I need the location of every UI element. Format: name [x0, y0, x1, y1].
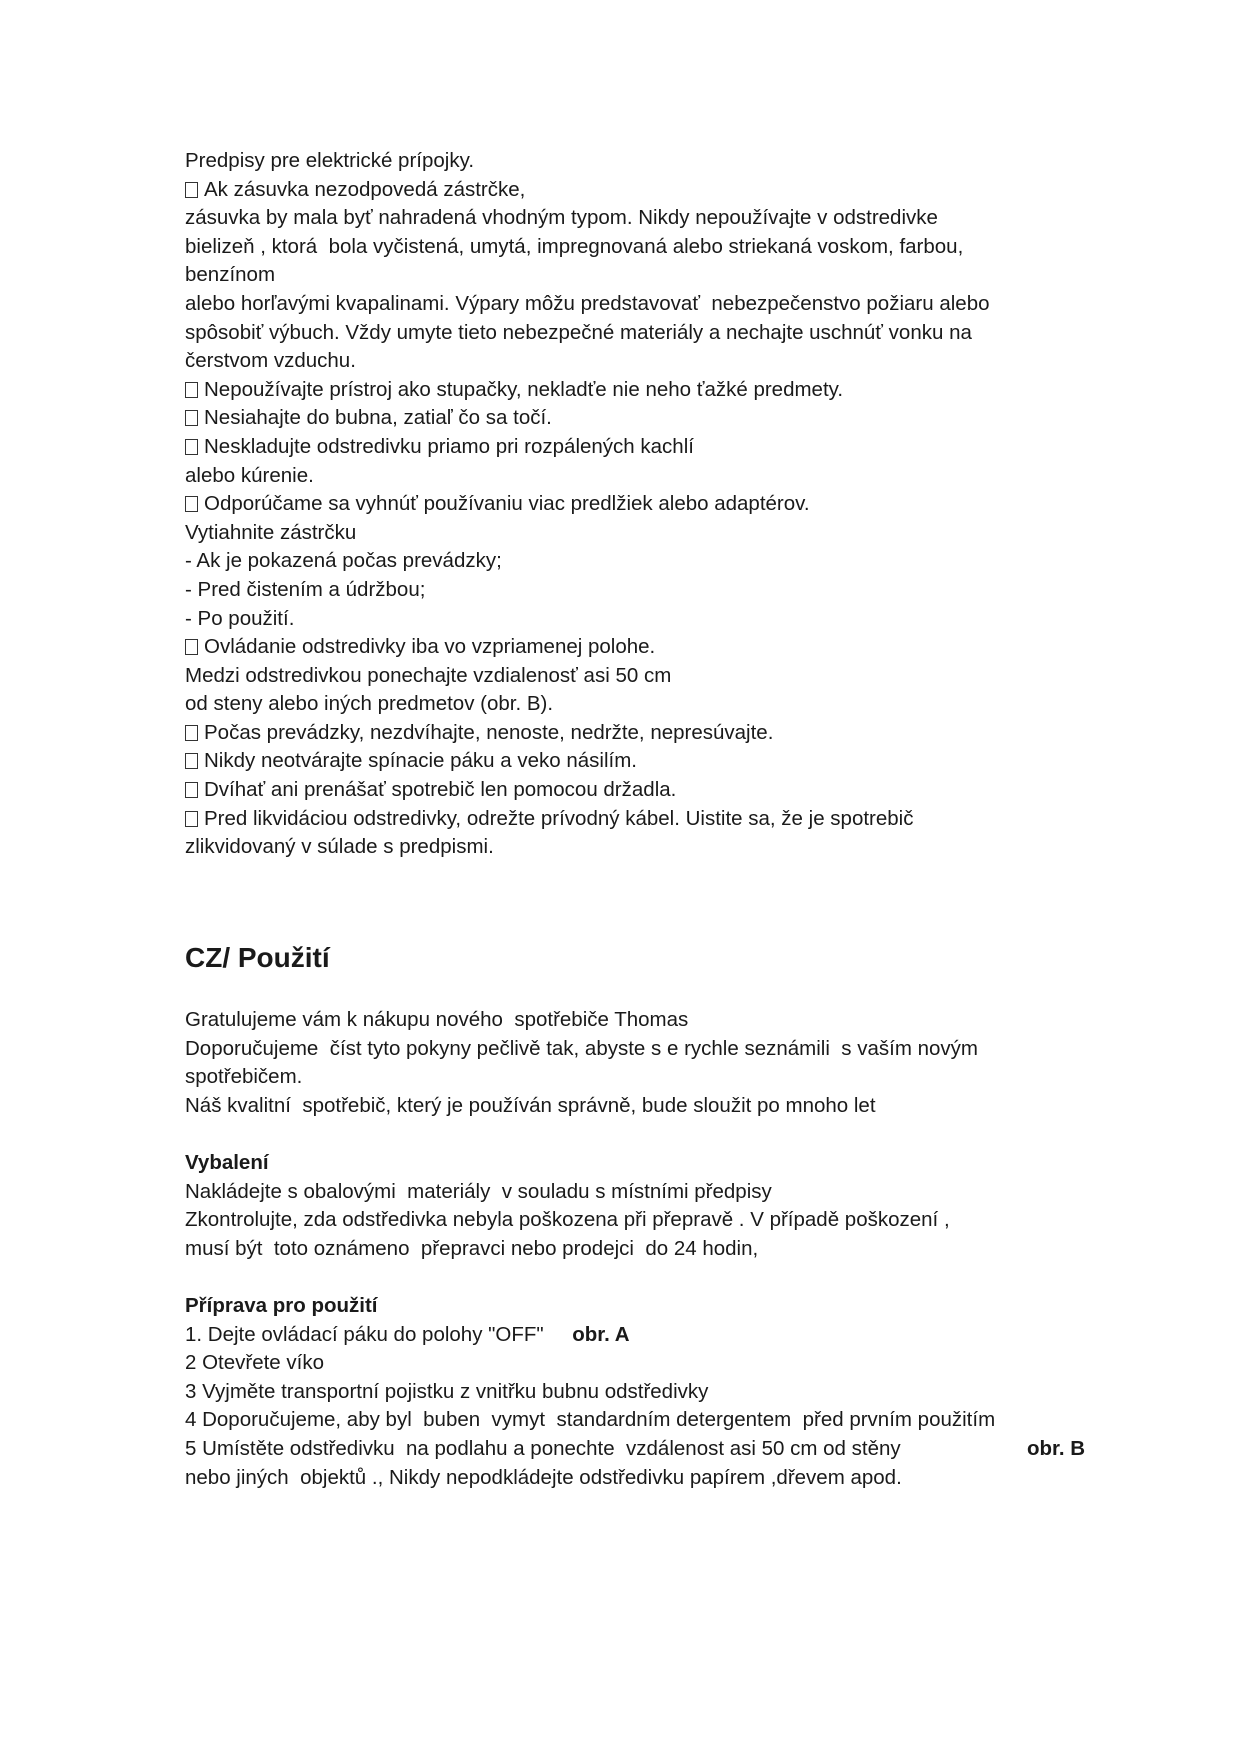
text-line: benzínom [185, 263, 276, 287]
sk-safety-section [185, 147, 1145, 862]
bullet-box-icon [185, 496, 198, 512]
text-line: čerstvom vzduchu. [185, 349, 356, 373]
bullet-line: Ovládanie odstredivky iba vo vzpriamenej polohe. [185, 633, 1145, 662]
spacer [185, 1263, 1145, 1292]
bullet-line: Pred likvidáciou odstredivky, odrežte prívodný kábel. Uistite sa, že je spotrebič [185, 805, 1145, 834]
bullet-line: Ak zásuvka nezodpovedá zástrčke, [185, 176, 1145, 205]
intro-line: Náš kvalitní spotřebič, který je používán správně, bude sloužit po mnoho let [185, 1093, 876, 1117]
intro-line: Gratulujeme vám k nákupu nového spotřebiče Thomas [185, 1008, 689, 1031]
preparation-step: 3 Vyjměte transportní pojistku z vnitřku bubnu odstředivky [185, 1379, 709, 1403]
preparation-step: 1. Dejte ovládací páku do polohy "OFF" obr. A [185, 1322, 630, 1346]
text-line: bielizeň , ktorá bola vyčistená, umytá, impregnovaná alebo striekaná voskom, farbou, [185, 234, 964, 258]
unpacking-line: musí být toto oznámeno přepravci nebo prodejci do 24 hodin, [185, 1236, 759, 1260]
bullet-line: Nikdy neotvárajte spínacie páku a veko násilím. [185, 747, 1145, 776]
preparation-step: 2 Otevřete víko [185, 1351, 325, 1375]
bullet-box-icon [185, 811, 198, 827]
intro-line: Doporučujeme číst tyto pokyny pečlivě tak, abyste s e rychle seznámili s vaším novým [185, 1036, 978, 1060]
text-line: Predpisy pre elektrické prípojky. [185, 149, 475, 172]
text-line: alebo kúrenie. [185, 463, 314, 487]
preparation-step: 4 Doporučujeme, aby byl buben vymyt standardním detergentem před prvním použitím [185, 1408, 996, 1432]
text-line: Medzi odstredivkou ponechajte vzdialenosť asi 50 cm [185, 663, 672, 687]
bullet-box-icon [185, 639, 198, 655]
preparation-step: 5 Umístěte odstředivku na podlahu a ponechte vzdálenost asi 50 cm od stěny obr. B [185, 1435, 1145, 1464]
bullet-box-icon [185, 753, 198, 769]
bullet-line: Dvíhať ani prenášať spotrebič len pomocou držadla. [185, 776, 1145, 805]
bullet-line: Neskladujte odstredivku priamo pri rozpálených kachlí [185, 433, 1145, 462]
text-line: spôsobiť výbuch. Vždy umyte tieto nebezpečné materiály a nechajte uschnúť vonku na [185, 320, 972, 344]
text-line: - Ak je pokazená počas prevádzky; [185, 549, 502, 573]
bullet-box-icon [185, 725, 198, 741]
cz-usage-section [185, 1006, 1145, 1492]
bullet-box-icon [185, 782, 198, 798]
unpacking-title: Vybalení [185, 1150, 269, 1174]
section-heading: CZ/ Použití [185, 942, 330, 973]
spacer [185, 1120, 1145, 1149]
text-line: zlikvidovaný v súlade s predpismi. [185, 835, 494, 859]
preparation-title: Příprava pro použití [185, 1293, 378, 1317]
bullet-box-icon [185, 410, 198, 426]
unpacking-line: Nakládejte s obalovými materiály v souladu s místními předpisy [185, 1179, 772, 1203]
text-line: zásuvka by mala byť nahradená vhodným typom. Nikdy nepoužívajte v odstredivke [185, 206, 938, 230]
bullet-box-icon [185, 439, 198, 455]
bullet-line: Počas prevádzky, nezdvíhajte, nenoste, nedržte, nepresúvajte. [185, 719, 1145, 748]
bullet-line: Nesiahajte do bubna, zatiaľ čo sa točí. [185, 404, 1145, 433]
bullet-box-icon [185, 382, 198, 398]
text-line: - Pred čistením a údržbou; [185, 577, 426, 601]
figure-ref-a: obr. A [572, 1322, 630, 1346]
bullet-line: Odporúčame sa vyhnúť používaniu viac predlžiek alebo adaptérov. [185, 490, 1145, 519]
bullet-box-icon [185, 182, 198, 198]
unpacking-line: Zkontrolujte, zda odstředivka nebyla poškozena při přepravě . V případě poškození , [185, 1208, 950, 1232]
intro-line: spotřebičem. [185, 1065, 303, 1089]
bullet-line: Nepoužívajte prístroj ako stupačky, nekladťe nie neho ťažké predmety. [185, 376, 1145, 405]
text-line: alebo horľavými kvapalinami. Výpary môžu predstavovať nebezpečenstvo požiaru alebo [185, 291, 990, 315]
text-line: od steny alebo iných predmetov (obr. B). [185, 692, 554, 716]
text-line: Vytiahnite zástrčku [185, 520, 357, 544]
preparation-step: nebo jiných objektů ., Nikdy nepodkládejte odstředivku papírem ,dřevem apod. [185, 1465, 902, 1489]
figure-ref-b: obr. B [1027, 1436, 1086, 1460]
text-line: - Po použití. [185, 606, 295, 630]
